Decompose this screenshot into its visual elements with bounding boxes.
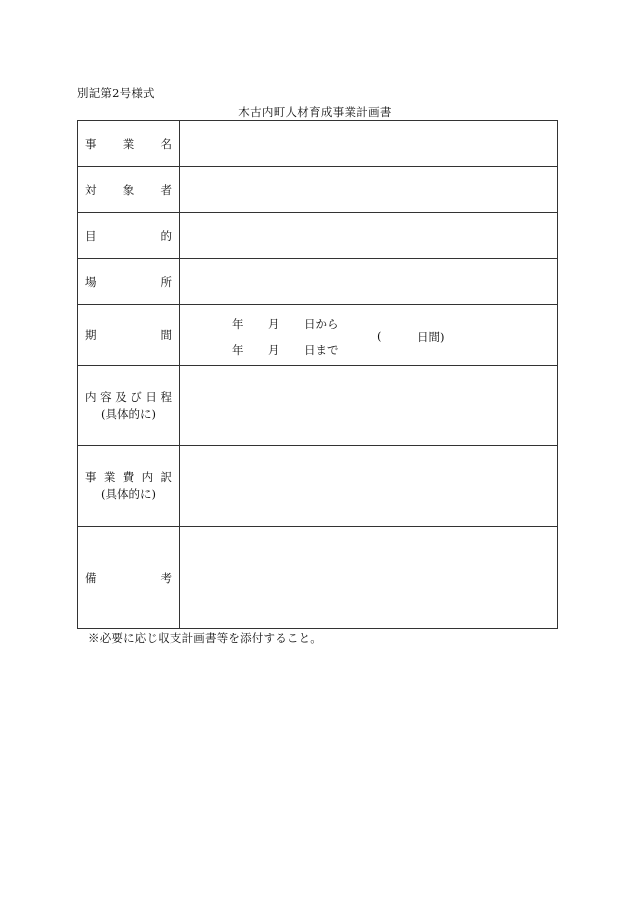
label-char: 所: [160, 274, 172, 289]
period-end-month: 月: [268, 343, 280, 357]
label-char: 目: [85, 228, 97, 243]
plan-form-table: [77, 120, 558, 629]
field-cost-breakdown[interactable]: [180, 446, 558, 527]
field-content-schedule[interactable]: [180, 366, 558, 446]
form-number: 別記第2号様式: [77, 86, 155, 100]
label-char: 及: [115, 389, 127, 404]
label-char: 容: [100, 389, 112, 404]
label-char: 対: [85, 182, 97, 197]
label-char: 事: [85, 470, 97, 484]
row-period: [78, 305, 558, 366]
label-char: 者: [160, 182, 172, 197]
label-char: 訳: [160, 470, 172, 484]
field-remarks[interactable]: [180, 527, 558, 629]
label-char: 内: [141, 470, 154, 484]
row-project-name: [78, 121, 558, 167]
period-start-year: 年: [232, 317, 244, 331]
period-days-close: 日間): [417, 330, 445, 344]
label-char: 場: [85, 274, 97, 289]
period-start: [232, 316, 339, 332]
footer-note: ※必要に応じ収支計画書等を添付すること。: [88, 631, 322, 645]
label-char: 日: [145, 389, 157, 404]
label-char: 業: [103, 470, 116, 484]
label-char: 考: [160, 570, 172, 585]
label-char: 名: [160, 136, 172, 151]
field-period[interactable]: [180, 305, 558, 366]
label-target: [78, 167, 180, 213]
field-purpose[interactable]: [180, 213, 558, 259]
period-days-open: (: [377, 329, 382, 343]
label-char: 期: [85, 328, 97, 342]
label-char: 費: [122, 470, 135, 484]
label-period: [78, 305, 180, 366]
period-end: [232, 342, 339, 358]
row-place: [78, 259, 558, 305]
label-purpose: [78, 213, 180, 259]
label-cost-breakdown: [78, 446, 180, 527]
label-char: 的: [160, 228, 172, 243]
label-place: [78, 259, 180, 305]
row-target: [78, 167, 558, 213]
label-sub: (具体的に): [101, 487, 156, 501]
period-end-year: 年: [232, 343, 244, 357]
row-cost-breakdown: [78, 446, 558, 527]
label-char: 程: [160, 389, 172, 404]
row-remarks: [78, 527, 558, 629]
label-char: 象: [122, 182, 135, 197]
period-start-month: 月: [268, 317, 280, 331]
label-char: 備: [85, 570, 97, 585]
label-remarks: [78, 527, 180, 629]
field-project-name[interactable]: [180, 121, 558, 167]
field-target[interactable]: [180, 167, 558, 213]
document-title: 木古内町人材育成事業計画書: [238, 105, 392, 119]
label-char: 間: [160, 328, 172, 342]
row-content-schedule: [78, 366, 558, 446]
period-days: [377, 329, 445, 345]
label-sub: (具体的に): [101, 406, 156, 421]
label-char: び: [130, 389, 142, 404]
label-content-schedule: [78, 366, 180, 446]
field-place[interactable]: [180, 259, 558, 305]
period-start-day: 日から: [304, 317, 339, 331]
label-project-name: [78, 121, 180, 167]
label-char: 業: [122, 136, 135, 151]
row-purpose: [78, 213, 558, 259]
label-char: 事: [85, 136, 97, 151]
label-char: 内: [85, 389, 97, 404]
period-end-day: 日まで: [304, 343, 339, 357]
